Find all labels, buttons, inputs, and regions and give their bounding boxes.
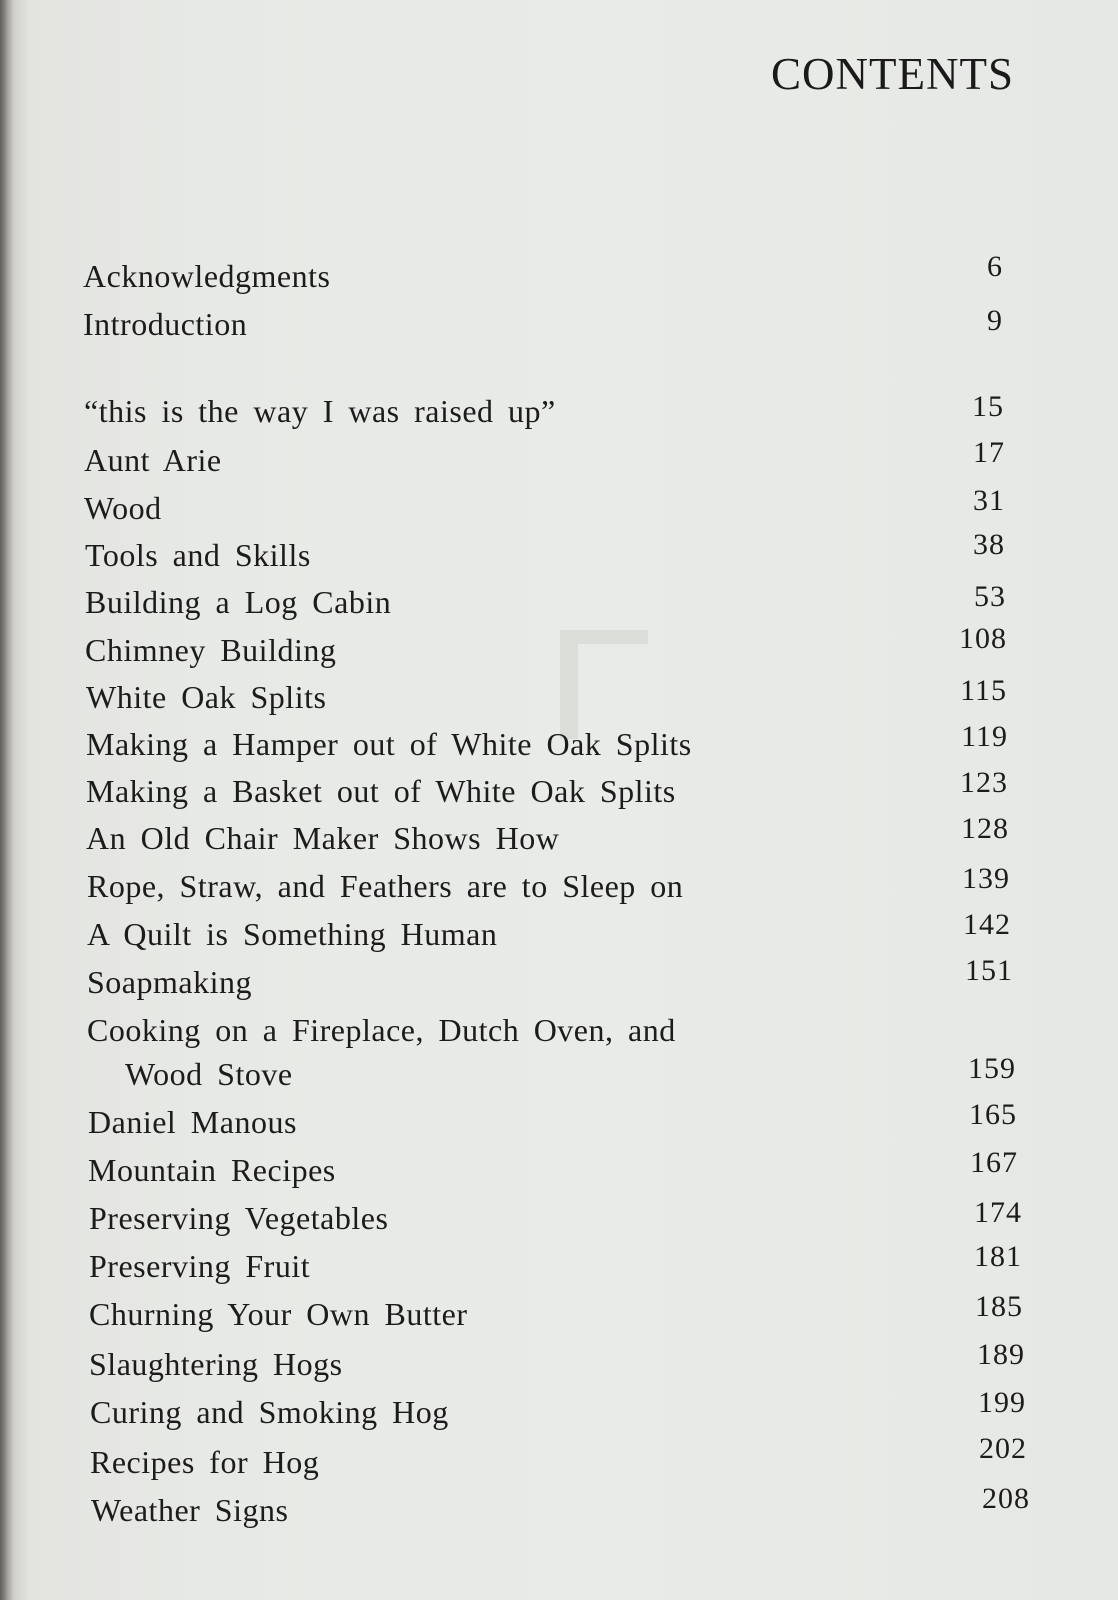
- toc-page-number: 38: [973, 528, 1005, 561]
- toc-page-number: 151: [965, 954, 1013, 987]
- toc-entry-label: Weather Signs: [91, 1492, 289, 1528]
- toc-entry-label: Recipes for Hog: [90, 1444, 320, 1480]
- toc-page-number: 202: [979, 1432, 1027, 1465]
- toc-page-number: 165: [969, 1098, 1017, 1131]
- toc-entry-label: Wood: [84, 490, 162, 526]
- toc-page-number: 189: [977, 1338, 1025, 1371]
- toc-page-number: 199: [978, 1386, 1026, 1419]
- toc-page-number: 6: [987, 250, 1003, 283]
- toc-entry-continuation: Wood Stove: [125, 1056, 293, 1092]
- toc-entry-label: Soapmaking: [87, 964, 252, 1000]
- page-title: CONTENTS: [771, 49, 1014, 99]
- toc-entry-label: Acknowledgments: [83, 258, 331, 294]
- toc-page-number: 123: [960, 766, 1008, 799]
- toc-entry-label: “this is the way I was raised up”: [84, 393, 556, 429]
- toc-page-number: 128: [961, 812, 1009, 845]
- toc-entry-label: An Old Chair Maker Shows How: [86, 820, 560, 856]
- book-gutter-shadow: [0, 0, 14, 1600]
- toc-page-number: 108: [959, 622, 1007, 655]
- toc-entry-label: Slaughtering Hogs: [89, 1346, 343, 1382]
- toc-page-number: 9: [987, 304, 1003, 337]
- toc-page-number: 185: [975, 1290, 1023, 1323]
- toc-entry-label: Daniel Manous: [88, 1104, 297, 1140]
- toc-entry-label: Mountain Recipes: [88, 1152, 336, 1188]
- toc-page-number: 139: [962, 862, 1010, 895]
- toc-page-number: 15: [972, 390, 1004, 423]
- toc-page-number: 53: [974, 580, 1006, 613]
- toc-entry-label: Preserving Vegetables: [89, 1200, 389, 1236]
- toc-page-number: 181: [974, 1240, 1022, 1273]
- toc-page-number: 159: [968, 1052, 1016, 1085]
- toc-page-number: 167: [970, 1146, 1018, 1179]
- toc-page-number: 17: [973, 436, 1005, 469]
- toc-entry-label: A Quilt is Something Human: [87, 916, 498, 952]
- toc-entry-label: Aunt Arie: [84, 442, 222, 478]
- toc-entry-label: Making a Basket out of White Oak Splits: [86, 773, 676, 809]
- toc-page-number: 119: [961, 720, 1008, 753]
- toc-page-number: 115: [960, 674, 1007, 707]
- toc-entry-label: Making a Hamper out of White Oak Splits: [86, 726, 692, 762]
- toc-entry-label: Rope, Straw, and Feathers are to Sleep on: [87, 868, 684, 904]
- toc-entry-label: Introduction: [83, 306, 248, 342]
- toc-entry-label: Curing and Smoking Hog: [90, 1394, 449, 1430]
- toc-entry-label: Tools and Skills: [85, 537, 311, 573]
- toc-entry-label: White Oak Splits: [86, 679, 327, 715]
- toc-page-number: 208: [982, 1482, 1030, 1515]
- toc-entry-label: Preserving Fruit: [89, 1248, 311, 1284]
- toc-page-number: 174: [974, 1196, 1022, 1229]
- toc-entry-label: Chimney Building: [85, 632, 337, 668]
- toc-page-number: 31: [973, 484, 1005, 517]
- toc-entry-label: Cooking on a Fireplace, Dutch Oven, and: [87, 1012, 676, 1048]
- toc-page-number: 142: [963, 908, 1011, 941]
- toc-entry-label: Churning Your Own Butter: [89, 1296, 468, 1332]
- toc-entry-label: Building a Log Cabin: [85, 584, 392, 620]
